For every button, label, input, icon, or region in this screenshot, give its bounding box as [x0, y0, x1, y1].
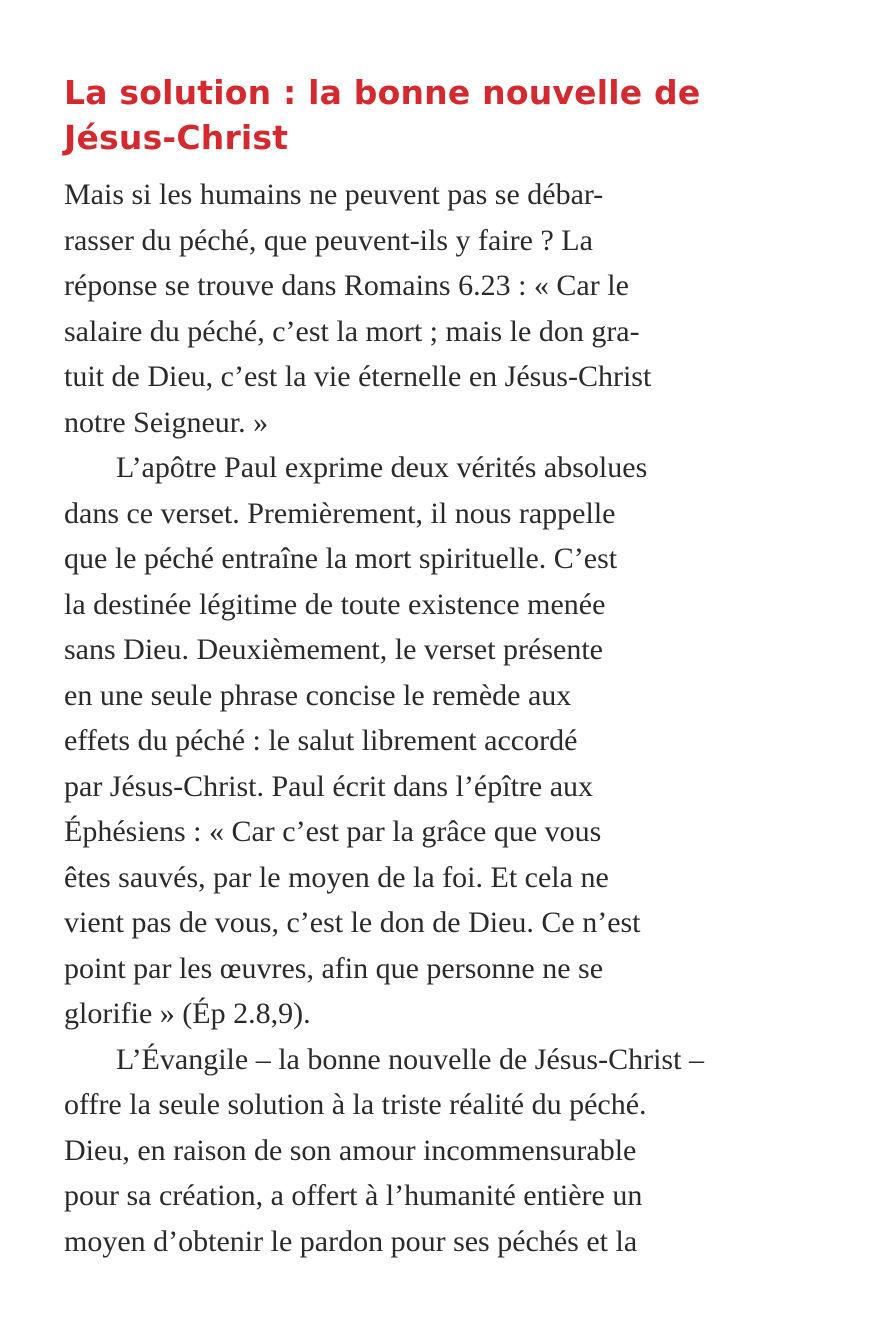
text-line: notre Seigneur. »: [64, 405, 269, 439]
text-line: glorifie » (Ép 2.8,9).: [64, 997, 311, 1030]
text-line: la destinée légitime de toute existence menée: [64, 587, 606, 621]
paragraph-1: [64, 172, 824, 445]
text-line: point par les œuvres, afin que personne ne se: [64, 951, 604, 985]
text-line: rasser du péché, que peuvent-ils y faire ? La: [64, 223, 593, 257]
text-line: sans Dieu. Deuxièmement, le verset présente: [64, 633, 603, 666]
text-line: en une seule phrase concise le remède aux: [64, 678, 572, 712]
text-line: Éphésiens : « Car c’est par la grâce que vous: [64, 815, 602, 848]
text-line: moyen d’obtenir le pardon pour ses péchés et la: [64, 1224, 638, 1258]
text-line: pour sa création, a offert à l’humanité entière un: [64, 1179, 643, 1212]
text-line: L’Évangile – la bonne nouvelle de Jésus-Christ –: [116, 1042, 704, 1076]
text-line: Dieu, en raison de son amour incommensurable: [64, 1133, 637, 1167]
heading-line: Jésus-Christ: [64, 118, 289, 157]
text-line: effets du péché : le salut librement accordé: [64, 724, 578, 757]
text-line: êtes sauvés, par le moyen de la foi. Et cela ne: [64, 860, 609, 894]
text-line: par Jésus-Christ. Paul écrit dans l’épître aux: [64, 769, 594, 803]
text-line: vient pas de vous, c’est le don de Dieu. Ce n’est: [64, 906, 641, 939]
section-heading: [64, 70, 824, 160]
text-line: salaire du péché, c’est la mort ; mais le don gra-: [64, 314, 640, 348]
text-line: L’apôtre Paul exprime deux vérités absolues: [116, 451, 648, 484]
heading-line: La solution : la bonne nouvelle de: [64, 73, 701, 112]
text-line: réponse se trouve dans Romains 6.23 : « Car le: [64, 269, 629, 302]
text-line: dans ce verset. Premièrement, il nous rappelle: [64, 496, 616, 530]
paragraph-3: [64, 1037, 824, 1265]
text-line: que le péché entraîne la mort spirituelle. C’est: [64, 542, 618, 575]
text-line: Mais si les humains ne peuvent pas se débar-: [64, 178, 604, 211]
text-line: tuit de Dieu, c’est la vie éternelle en Jésus-Christ: [64, 360, 652, 393]
body-text: [64, 172, 824, 1264]
text-line: offre la seule solution à la triste réalité du péché.: [64, 1088, 647, 1121]
paragraph-2: [64, 445, 824, 1037]
